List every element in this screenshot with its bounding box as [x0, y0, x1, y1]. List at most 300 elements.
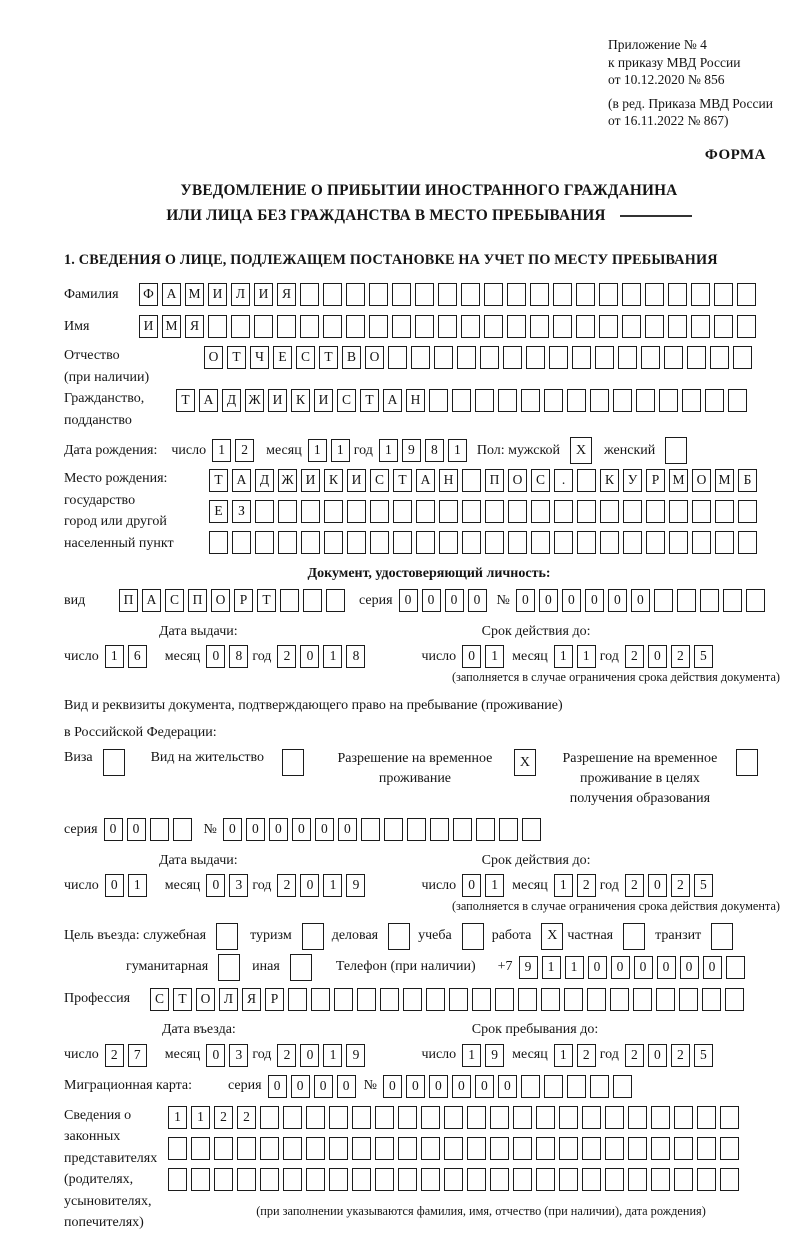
char-box[interactable]: И — [139, 315, 158, 338]
char-box[interactable]: 0 — [611, 956, 630, 979]
char-box[interactable] — [613, 389, 632, 412]
char-box[interactable]: 1 — [105, 645, 124, 668]
char-box[interactable] — [490, 1168, 509, 1191]
char-box[interactable]: А — [416, 469, 435, 492]
char-box[interactable] — [237, 1137, 256, 1160]
char-box[interactable]: 5 — [694, 1044, 713, 1067]
char-box[interactable] — [692, 500, 711, 523]
char-box[interactable]: 2 — [625, 874, 644, 897]
char-box[interactable]: 1 — [462, 1044, 481, 1067]
char-box[interactable]: С — [296, 346, 315, 369]
char-box[interactable] — [438, 283, 457, 306]
char-box[interactable]: 0 — [300, 874, 319, 897]
char-box[interactable] — [346, 283, 365, 306]
char-box[interactable] — [173, 818, 192, 841]
char-box[interactable] — [303, 589, 322, 612]
char-box[interactable]: 1 — [323, 645, 342, 668]
char-box[interactable]: 0 — [462, 645, 481, 668]
char-box[interactable]: О — [211, 589, 230, 612]
char-box[interactable]: 1 — [565, 956, 584, 979]
char-box[interactable] — [567, 389, 586, 412]
char-box[interactable]: О — [508, 469, 527, 492]
char-box[interactable]: Т — [173, 988, 192, 1011]
char-box[interactable] — [444, 1137, 463, 1160]
char-box[interactable] — [559, 1106, 578, 1129]
char-box[interactable] — [656, 988, 675, 1011]
char-box[interactable] — [577, 500, 596, 523]
char-box[interactable]: 0 — [680, 956, 699, 979]
char-box[interactable] — [544, 389, 563, 412]
char-box[interactable] — [669, 531, 688, 554]
char-box[interactable] — [645, 315, 664, 338]
char-box[interactable] — [484, 283, 503, 306]
char-box[interactable] — [600, 531, 619, 554]
char-box[interactable] — [352, 1137, 371, 1160]
char-box[interactable] — [605, 1168, 624, 1191]
purpose-business-checkbox[interactable] — [388, 923, 410, 950]
char-box[interactable] — [255, 500, 274, 523]
char-box[interactable] — [669, 500, 688, 523]
char-box[interactable] — [651, 1168, 670, 1191]
char-box[interactable] — [300, 283, 319, 306]
char-box[interactable] — [214, 1137, 233, 1160]
char-box[interactable] — [577, 469, 596, 492]
char-box[interactable] — [484, 315, 503, 338]
char-box[interactable] — [208, 315, 227, 338]
char-box[interactable]: 1 — [542, 956, 561, 979]
char-box[interactable]: 8 — [346, 645, 365, 668]
char-box[interactable] — [645, 283, 664, 306]
char-box[interactable] — [702, 988, 721, 1011]
char-box[interactable] — [301, 531, 320, 554]
char-box[interactable] — [526, 346, 545, 369]
char-box[interactable] — [237, 1168, 256, 1191]
char-box[interactable] — [628, 1168, 647, 1191]
purpose-humanitarian-checkbox[interactable] — [218, 954, 240, 981]
char-box[interactable]: Д — [222, 389, 241, 412]
char-box[interactable]: 0 — [300, 645, 319, 668]
char-box[interactable] — [521, 389, 540, 412]
char-box[interactable]: Я — [185, 315, 204, 338]
char-box[interactable] — [714, 315, 733, 338]
char-box[interactable]: 9 — [519, 956, 538, 979]
char-box[interactable] — [541, 988, 560, 1011]
char-box[interactable] — [720, 1168, 739, 1191]
char-box[interactable] — [260, 1137, 279, 1160]
char-box[interactable]: К — [291, 389, 310, 412]
char-box[interactable] — [674, 1137, 693, 1160]
char-box[interactable]: С — [150, 988, 169, 1011]
char-box[interactable] — [530, 315, 549, 338]
char-box[interactable]: 0 — [206, 1044, 225, 1067]
char-box[interactable]: 0 — [703, 956, 722, 979]
char-box[interactable] — [605, 1106, 624, 1129]
char-box[interactable] — [444, 1106, 463, 1129]
char-box[interactable]: Е — [273, 346, 292, 369]
char-box[interactable] — [329, 1137, 348, 1160]
char-box[interactable]: 0 — [452, 1075, 471, 1098]
char-box[interactable] — [622, 315, 641, 338]
char-box[interactable]: Т — [360, 389, 379, 412]
char-box[interactable]: 9 — [346, 1044, 365, 1067]
char-box[interactable]: О — [196, 988, 215, 1011]
char-box[interactable] — [370, 500, 389, 523]
char-box[interactable] — [536, 1106, 555, 1129]
char-box[interactable] — [375, 1106, 394, 1129]
char-box[interactable] — [646, 500, 665, 523]
char-box[interactable]: 2 — [577, 1044, 596, 1067]
char-box[interactable] — [278, 500, 297, 523]
char-box[interactable]: 1 — [554, 874, 573, 897]
char-box[interactable] — [531, 531, 550, 554]
char-box[interactable] — [306, 1137, 325, 1160]
char-box[interactable] — [260, 1106, 279, 1129]
char-box[interactable]: С — [531, 469, 550, 492]
char-box[interactable]: 0 — [338, 818, 357, 841]
char-box[interactable] — [697, 1168, 716, 1191]
char-box[interactable] — [392, 283, 411, 306]
char-box[interactable] — [439, 500, 458, 523]
char-box[interactable]: Ж — [245, 389, 264, 412]
char-box[interactable]: И — [208, 283, 227, 306]
char-box[interactable] — [587, 988, 606, 1011]
char-box[interactable] — [691, 283, 710, 306]
char-box[interactable]: 8 — [229, 645, 248, 668]
char-box[interactable]: 1 — [577, 645, 596, 668]
char-box[interactable]: 1 — [128, 874, 147, 897]
char-box[interactable] — [457, 346, 476, 369]
char-box[interactable] — [687, 346, 706, 369]
char-box[interactable] — [513, 1168, 532, 1191]
char-box[interactable] — [421, 1168, 440, 1191]
char-box[interactable]: 1 — [379, 439, 398, 462]
char-box[interactable] — [531, 500, 550, 523]
char-box[interactable]: 0 — [588, 956, 607, 979]
char-box[interactable]: 0 — [648, 1044, 667, 1067]
char-box[interactable] — [462, 500, 481, 523]
purpose-private-checkbox[interactable] — [623, 923, 645, 950]
char-box[interactable] — [300, 315, 319, 338]
char-box[interactable] — [323, 283, 342, 306]
char-box[interactable] — [605, 1137, 624, 1160]
char-box[interactable] — [329, 1168, 348, 1191]
char-box[interactable] — [559, 1137, 578, 1160]
char-box[interactable] — [659, 389, 678, 412]
char-box[interactable] — [737, 315, 756, 338]
char-box[interactable]: 0 — [585, 589, 604, 612]
char-box[interactable] — [590, 389, 609, 412]
char-box[interactable] — [461, 283, 480, 306]
char-box[interactable]: А — [232, 469, 251, 492]
char-box[interactable] — [513, 1137, 532, 1160]
char-box[interactable]: 0 — [498, 1075, 517, 1098]
char-box[interactable] — [679, 988, 698, 1011]
char-box[interactable]: К — [324, 469, 343, 492]
char-box[interactable] — [710, 346, 729, 369]
char-box[interactable] — [288, 988, 307, 1011]
char-box[interactable]: М — [669, 469, 688, 492]
char-box[interactable] — [260, 1168, 279, 1191]
char-box[interactable] — [449, 988, 468, 1011]
char-box[interactable] — [507, 283, 526, 306]
char-box[interactable] — [324, 500, 343, 523]
char-box[interactable] — [499, 818, 518, 841]
char-box[interactable]: 0 — [399, 589, 418, 612]
char-box[interactable] — [692, 531, 711, 554]
char-box[interactable] — [618, 346, 637, 369]
char-box[interactable] — [623, 500, 642, 523]
char-box[interactable] — [553, 283, 572, 306]
char-box[interactable] — [564, 988, 583, 1011]
char-box[interactable] — [352, 1168, 371, 1191]
char-box[interactable]: 0 — [127, 818, 146, 841]
char-box[interactable] — [485, 531, 504, 554]
char-box[interactable] — [191, 1137, 210, 1160]
char-box[interactable]: Ч — [250, 346, 269, 369]
char-box[interactable]: 2 — [237, 1106, 256, 1129]
char-box[interactable]: 0 — [104, 818, 123, 841]
char-box[interactable] — [595, 346, 614, 369]
char-box[interactable] — [697, 1137, 716, 1160]
char-box[interactable]: Т — [227, 346, 246, 369]
male-checkbox[interactable]: X — [570, 437, 592, 464]
char-box[interactable] — [439, 531, 458, 554]
char-box[interactable]: 8 — [425, 439, 444, 462]
char-box[interactable]: Н — [406, 389, 425, 412]
char-box[interactable]: Ж — [278, 469, 297, 492]
char-box[interactable]: Д — [255, 469, 274, 492]
char-box[interactable] — [430, 818, 449, 841]
char-box[interactable]: П — [485, 469, 504, 492]
char-box[interactable] — [508, 531, 527, 554]
char-box[interactable]: 0 — [105, 874, 124, 897]
char-box[interactable]: 1 — [485, 874, 504, 897]
char-box[interactable]: Л — [219, 988, 238, 1011]
char-box[interactable] — [280, 589, 299, 612]
char-box[interactable] — [723, 589, 742, 612]
char-box[interactable]: Р — [646, 469, 665, 492]
char-box[interactable]: К — [600, 469, 619, 492]
char-box[interactable] — [559, 1168, 578, 1191]
char-box[interactable] — [733, 346, 752, 369]
char-box[interactable]: 0 — [648, 645, 667, 668]
char-box[interactable]: Т — [176, 389, 195, 412]
char-box[interactable] — [168, 1168, 187, 1191]
char-box[interactable] — [329, 1106, 348, 1129]
char-box[interactable] — [388, 346, 407, 369]
char-box[interactable] — [232, 531, 251, 554]
char-box[interactable]: Р — [265, 988, 284, 1011]
char-box[interactable] — [536, 1137, 555, 1160]
char-box[interactable]: 1 — [485, 645, 504, 668]
char-box[interactable] — [407, 818, 426, 841]
char-box[interactable]: А — [162, 283, 181, 306]
char-box[interactable] — [746, 589, 765, 612]
char-box[interactable] — [301, 500, 320, 523]
char-box[interactable] — [421, 1137, 440, 1160]
char-box[interactable] — [384, 818, 403, 841]
char-box[interactable] — [498, 389, 517, 412]
char-box[interactable]: 1 — [554, 1044, 573, 1067]
char-box[interactable]: 0 — [406, 1075, 425, 1098]
char-box[interactable] — [324, 531, 343, 554]
char-box[interactable] — [370, 531, 389, 554]
char-box[interactable]: 9 — [485, 1044, 504, 1067]
char-box[interactable]: Р — [234, 589, 253, 612]
char-box[interactable] — [674, 1168, 693, 1191]
char-box[interactable]: 2 — [277, 645, 296, 668]
char-box[interactable] — [590, 1075, 609, 1098]
char-box[interactable] — [674, 1106, 693, 1129]
char-box[interactable] — [495, 988, 514, 1011]
char-box[interactable] — [255, 531, 274, 554]
char-box[interactable]: 0 — [475, 1075, 494, 1098]
temporary-residence-checkbox[interactable]: X — [514, 749, 536, 776]
char-box[interactable]: 2 — [105, 1044, 124, 1067]
char-box[interactable]: О — [365, 346, 384, 369]
char-box[interactable] — [231, 315, 250, 338]
char-box[interactable]: Л — [231, 283, 250, 306]
char-box[interactable]: У — [623, 469, 642, 492]
char-box[interactable]: Ф — [139, 283, 158, 306]
char-box[interactable] — [697, 1106, 716, 1129]
char-box[interactable]: 1 — [323, 874, 342, 897]
char-box[interactable]: 0 — [608, 589, 627, 612]
char-box[interactable] — [393, 500, 412, 523]
education-residence-checkbox[interactable] — [736, 749, 758, 776]
char-box[interactable] — [311, 988, 330, 1011]
char-box[interactable]: 2 — [625, 1044, 644, 1067]
char-box[interactable] — [725, 988, 744, 1011]
char-box[interactable]: Б — [738, 469, 757, 492]
purpose-study-checkbox[interactable] — [462, 923, 484, 950]
char-box[interactable]: 0 — [631, 589, 650, 612]
char-box[interactable] — [323, 315, 342, 338]
char-box[interactable]: 1 — [323, 1044, 342, 1067]
char-box[interactable] — [398, 1106, 417, 1129]
char-box[interactable] — [415, 315, 434, 338]
char-box[interactable]: 1 — [448, 439, 467, 462]
char-box[interactable]: И — [314, 389, 333, 412]
char-box[interactable] — [462, 531, 481, 554]
char-box[interactable]: 0 — [539, 589, 558, 612]
char-box[interactable]: М — [162, 315, 181, 338]
char-box[interactable] — [375, 1137, 394, 1160]
char-box[interactable] — [214, 1168, 233, 1191]
char-box[interactable] — [467, 1106, 486, 1129]
char-box[interactable] — [403, 988, 422, 1011]
char-box[interactable] — [691, 315, 710, 338]
char-box[interactable] — [476, 818, 495, 841]
char-box[interactable] — [357, 988, 376, 1011]
char-box[interactable] — [641, 346, 660, 369]
char-box[interactable]: Т — [257, 589, 276, 612]
purpose-tourism-checkbox[interactable] — [302, 923, 324, 950]
char-box[interactable]: 0 — [314, 1075, 333, 1098]
char-box[interactable] — [549, 346, 568, 369]
char-box[interactable] — [150, 818, 169, 841]
char-box[interactable] — [599, 315, 618, 338]
char-box[interactable]: 0 — [206, 874, 225, 897]
char-box[interactable]: 7 — [128, 1044, 147, 1067]
char-box[interactable]: 1 — [168, 1106, 187, 1129]
char-box[interactable] — [444, 1168, 463, 1191]
char-box[interactable] — [513, 1106, 532, 1129]
char-box[interactable] — [530, 283, 549, 306]
char-box[interactable] — [392, 315, 411, 338]
char-box[interactable]: 0 — [468, 589, 487, 612]
char-box[interactable] — [654, 589, 673, 612]
char-box[interactable]: 0 — [206, 645, 225, 668]
char-box[interactable] — [582, 1137, 601, 1160]
char-box[interactable]: 1 — [554, 645, 573, 668]
char-box[interactable]: 9 — [402, 439, 421, 462]
char-box[interactable] — [352, 1106, 371, 1129]
char-box[interactable] — [334, 988, 353, 1011]
char-box[interactable] — [668, 315, 687, 338]
char-box[interactable]: 2 — [277, 1044, 296, 1067]
char-box[interactable]: С — [337, 389, 356, 412]
char-box[interactable]: А — [142, 589, 161, 612]
char-box[interactable]: 1 — [331, 439, 350, 462]
char-box[interactable] — [485, 500, 504, 523]
char-box[interactable]: 0 — [562, 589, 581, 612]
char-box[interactable]: 2 — [671, 645, 690, 668]
char-box[interactable]: 2 — [625, 645, 644, 668]
char-box[interactable] — [467, 1168, 486, 1191]
char-box[interactable] — [554, 500, 573, 523]
purpose-other-checkbox[interactable] — [290, 954, 312, 981]
char-box[interactable]: П — [119, 589, 138, 612]
visa-checkbox[interactable] — [103, 749, 125, 776]
char-box[interactable]: 2 — [671, 1044, 690, 1067]
char-box[interactable] — [613, 1075, 632, 1098]
char-box[interactable] — [438, 315, 457, 338]
char-box[interactable]: И — [254, 283, 273, 306]
char-box[interactable] — [646, 531, 665, 554]
char-box[interactable]: И — [268, 389, 287, 412]
char-box[interactable] — [582, 1168, 601, 1191]
char-box[interactable] — [737, 283, 756, 306]
char-box[interactable]: П — [188, 589, 207, 612]
char-box[interactable] — [705, 389, 724, 412]
purpose-official-checkbox[interactable] — [216, 923, 238, 950]
char-box[interactable] — [518, 988, 537, 1011]
char-box[interactable]: 1 — [191, 1106, 210, 1129]
char-box[interactable]: С — [165, 589, 184, 612]
char-box[interactable]: О — [692, 469, 711, 492]
char-box[interactable]: О — [204, 346, 223, 369]
char-box[interactable] — [254, 315, 273, 338]
char-box[interactable] — [720, 1137, 739, 1160]
char-box[interactable]: 1 — [308, 439, 327, 462]
char-box[interactable]: 9 — [346, 874, 365, 897]
char-box[interactable]: 3 — [229, 874, 248, 897]
char-box[interactable] — [426, 988, 445, 1011]
char-box[interactable]: С — [370, 469, 389, 492]
char-box[interactable] — [283, 1137, 302, 1160]
char-box[interactable] — [553, 315, 572, 338]
char-box[interactable] — [278, 531, 297, 554]
char-box[interactable] — [283, 1168, 302, 1191]
char-box[interactable]: 0 — [462, 874, 481, 897]
char-box[interactable]: 0 — [300, 1044, 319, 1067]
char-box[interactable]: 0 — [422, 589, 441, 612]
char-box[interactable] — [462, 469, 481, 492]
char-box[interactable] — [599, 283, 618, 306]
char-box[interactable]: . — [554, 469, 573, 492]
char-box[interactable]: В — [342, 346, 361, 369]
